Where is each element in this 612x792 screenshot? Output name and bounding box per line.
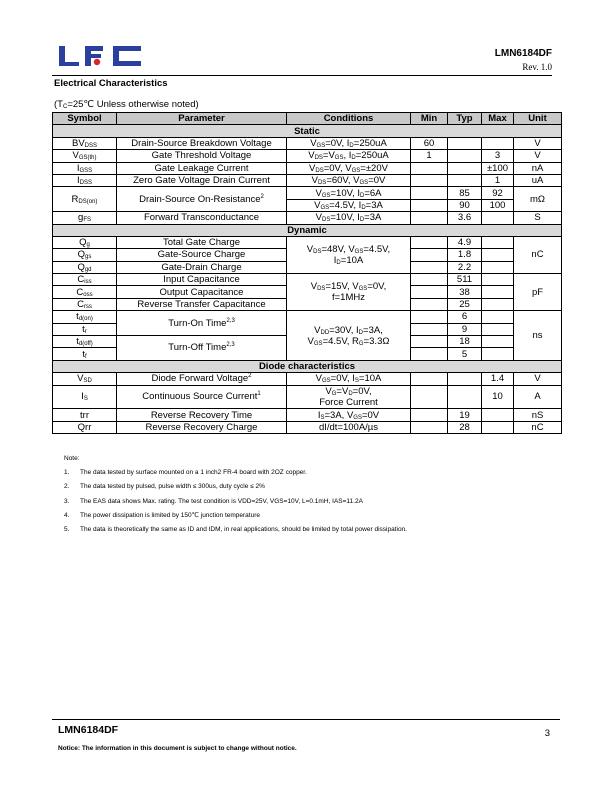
electrical-characteristics-table [52, 112, 562, 434]
parameter-cell: Turn-On Time$^{2,3}$ [117, 311, 287, 336]
unit-cell: A [514, 385, 562, 409]
min-cell [411, 336, 448, 348]
max-cell [482, 298, 514, 310]
typ-cell: 90 [448, 199, 482, 211]
conditions-cell: $V_{DS}=10V$, $I_D=3A$ [287, 212, 411, 224]
max-cell [482, 236, 514, 248]
max-cell: 1.4 [482, 373, 514, 385]
typ-cell: 25 [448, 298, 482, 310]
max-cell: ±100 [482, 162, 514, 174]
table-row [53, 150, 562, 162]
table-row [53, 137, 562, 149]
symbol-cell: $V_{SD}$ [53, 373, 117, 385]
max-cell [482, 421, 514, 433]
conditions-cell: $V_{DS}=15V$, $V_{GS}=0V$, f=1MHz [287, 274, 411, 311]
typ-cell: 18 [448, 336, 482, 348]
symbol-cell: $t_{d(on)}$ [53, 311, 117, 323]
section-title: Electrical Characteristics [54, 78, 168, 89]
table-row [53, 421, 562, 433]
typ-cell: 19 [448, 409, 482, 421]
condition-note: ($T_C=25℃$ Unless otherwise noted) [54, 99, 199, 110]
max-cell [482, 323, 514, 335]
max-cell: 3 [482, 150, 514, 162]
table-row [53, 373, 562, 385]
table-row [53, 311, 562, 323]
table-row [53, 212, 562, 224]
parameter-cell: Zero Gate Voltage Drain Current [117, 174, 287, 186]
symbol-cell: $C_{oss}$ [53, 286, 117, 298]
parameter-cell: Input Capacitance [117, 274, 287, 286]
max-cell: 92 [482, 187, 514, 199]
max-cell [482, 348, 514, 360]
symbol-cell: $g_{FS}$ [53, 212, 117, 224]
section-dynamic: Dynamic [53, 224, 562, 236]
symbol-cell: $V_{GS(th)}$ [53, 150, 117, 162]
symbol-cell: $BV_{DSS}$ [53, 137, 117, 149]
symbol-cell: $I_S$ [53, 385, 117, 409]
typ-cell: 9 [448, 323, 482, 335]
unit-cell: nC [514, 421, 562, 433]
unit-cell: V [514, 150, 562, 162]
symbol-cell: $Q_g$ [53, 236, 117, 248]
notes-block [64, 452, 407, 537]
table-row [53, 409, 562, 421]
header-divider [52, 75, 552, 76]
note-item: 4. The power dissipation is limited by 150℃ junction temperature [64, 511, 261, 519]
symbol-cell: Qrr [53, 421, 117, 433]
revision-label: Rev. 1.0 [522, 62, 552, 72]
max-cell [482, 409, 514, 421]
conditions-cell: $V_{DS}=48V$, $V_{GS}=4.5V$, $I_D=10A$ [287, 236, 411, 273]
typ-cell [448, 162, 482, 174]
table-row [53, 162, 562, 174]
parameter-cell: Reverse Recovery Time [117, 409, 287, 421]
column-header: Typ [448, 113, 482, 125]
typ-cell: 4.9 [448, 236, 482, 248]
unit-cell: V [514, 137, 562, 149]
max-cell [482, 274, 514, 286]
min-cell [411, 187, 448, 199]
unit-cell: mΩ [514, 187, 562, 212]
column-header: Max [482, 113, 514, 125]
max-cell: 10 [482, 385, 514, 409]
conditions-cell: $I_S=3A$, $V_{GS}=0V$ [287, 409, 411, 421]
unit-cell: S [514, 212, 562, 224]
table-row [53, 187, 562, 199]
min-cell: 1 [411, 150, 448, 162]
parameter-cell: Continuous Source Current$^1$ [117, 385, 287, 409]
unit-cell: ns [514, 311, 562, 361]
typ-cell: 511 [448, 274, 482, 286]
min-cell [411, 298, 448, 310]
note-item: 3. The EAS data shows Max. rating. The test condition is VDD=25V, VGS=10V, L=0.1mH, IAS=11.2A [64, 497, 363, 505]
max-cell: 1 [482, 174, 514, 186]
note-item: 5. The data is theoretically the same as ID and IDM, in real applications, should be limited by total power dissipation. [64, 526, 407, 534]
table-row [53, 385, 562, 409]
unit-cell: nC [514, 236, 562, 273]
parameter-cell: Forward Transconductance [117, 212, 287, 224]
min-cell [411, 199, 448, 211]
table-row [53, 274, 562, 286]
section-diode: Diode characteristics [53, 360, 562, 372]
conditions-cell: $V_{DS}=0V$, $V_{GS}=\pm 20V$ [287, 162, 411, 174]
min-cell: 60 [411, 137, 448, 149]
symbol-cell: $Q_{gs}$ [53, 249, 117, 261]
min-cell [411, 162, 448, 174]
section-static: Static [53, 125, 562, 137]
typ-cell [448, 174, 482, 186]
unit-cell: pF [514, 274, 562, 311]
conditions-cell: dI/dt=100A/µs [287, 421, 411, 433]
symbol-cell: $t_{d(off)}$ [53, 336, 117, 348]
max-cell [482, 212, 514, 224]
symbol-cell: $C_{rss}$ [53, 298, 117, 310]
table-header-row [53, 113, 562, 125]
max-cell: 100 [482, 199, 514, 211]
symbol-cell: $I_{GSS}$ [53, 162, 117, 174]
header-part-number: LMN6184DF [494, 48, 552, 59]
footer-part-number: LMN6184DF [58, 724, 119, 736]
parameter-cell: Drain-Source On-Resistance$^2$ [117, 187, 287, 212]
parameter-cell: Drain-Source Breakdown Voltage [117, 137, 287, 149]
parameter-cell: Diode Forward Voltage$^2$ [117, 373, 287, 385]
typ-cell: 6 [448, 311, 482, 323]
column-header: Unit [514, 113, 562, 125]
parameter-cell: Gate Leakage Current [117, 162, 287, 174]
note-item: 2. The data tested by pulsed, pulse width ≤ 300us, duty cycle ≤ 2% [64, 483, 265, 491]
symbol-cell: $C_{iss}$ [53, 274, 117, 286]
max-cell [482, 286, 514, 298]
typ-cell [448, 385, 482, 409]
parameter-cell: Gate-Drain Charge [117, 261, 287, 273]
conditions-cell: $V_{GS}=0V$, $I_D=250uA$ [287, 137, 411, 149]
symbol-cell: $I_{DSS}$ [53, 174, 117, 186]
conditions-cell: $V_{GS}=4.5V$, $I_D=3A$ [287, 199, 411, 211]
conditions-cell: $V_{GS}=0V$, $I_S=10A$ [287, 373, 411, 385]
symbol-cell: trr [53, 409, 117, 421]
table-row [53, 174, 562, 186]
company-logo [57, 44, 143, 68]
symbol-cell: $t_f$ [53, 348, 117, 360]
footer-notice: Notice: The information in this document is subject to change without notice. [58, 745, 297, 752]
conditions-cell: $V_{DS}=V_{GS}$, $I_D=250uA$ [287, 150, 411, 162]
typ-cell: 38 [448, 286, 482, 298]
parameter-cell: Reverse Recovery Charge [117, 421, 287, 433]
typ-cell: 5 [448, 348, 482, 360]
unit-cell: V [514, 373, 562, 385]
max-cell [482, 311, 514, 323]
min-cell [411, 348, 448, 360]
typ-cell: 3.6 [448, 212, 482, 224]
unit-cell: nS [514, 409, 562, 421]
min-cell [411, 236, 448, 248]
column-header: Min [411, 113, 448, 125]
column-header: Parameter [117, 113, 287, 125]
unit-cell: nA [514, 162, 562, 174]
conditions-cell: $V_G=V_D=0V$, Force Current [287, 385, 411, 409]
min-cell [411, 385, 448, 409]
max-cell [482, 336, 514, 348]
typ-cell: 2.2 [448, 261, 482, 273]
parameter-cell: Total Gate Charge [117, 236, 287, 248]
parameter-cell: Reverse Transfer Capacitance [117, 298, 287, 310]
unit-cell: uA [514, 174, 562, 186]
conditions-cell: $V_{GS}=10V$, $I_D=6A$ [287, 187, 411, 199]
typ-cell: 1.8 [448, 249, 482, 261]
min-cell [411, 323, 448, 335]
min-cell [411, 373, 448, 385]
max-cell [482, 137, 514, 149]
conditions-cell: $V_{DD}=30V$, $I_D=3A$, $V_{GS}=4.5V$, $R_G=3.3\Omega$ [287, 311, 411, 361]
symbol-cell: $Q_{gd}$ [53, 261, 117, 273]
max-cell [482, 261, 514, 273]
max-cell [482, 249, 514, 261]
page-number: 3 [544, 728, 550, 739]
min-cell [411, 274, 448, 286]
note-item: 1. The data tested by surface mounted on a 1 inch2 FR-4 board with 2OZ copper. [64, 469, 307, 477]
min-cell [411, 421, 448, 433]
typ-cell: 85 [448, 187, 482, 199]
typ-cell [448, 373, 482, 385]
min-cell [411, 311, 448, 323]
min-cell [411, 249, 448, 261]
min-cell [411, 174, 448, 186]
min-cell [411, 212, 448, 224]
min-cell [411, 409, 448, 421]
parameter-cell: Turn-Off Time$^{2,3}$ [117, 336, 287, 361]
symbol-cell: $t_r$ [53, 323, 117, 335]
parameter-cell: Gate-Source Charge [117, 249, 287, 261]
parameter-cell: Output Capacitance [117, 286, 287, 298]
typ-cell [448, 137, 482, 149]
typ-cell [448, 150, 482, 162]
symbol-cell: $R_{DS(on)}$ [53, 187, 117, 212]
conditions-cell: $V_{DS}=60V$, $V_{GS}=0V$ [287, 174, 411, 186]
min-cell [411, 261, 448, 273]
parameter-cell: Gate Threshold Voltage [117, 150, 287, 162]
footer-divider [52, 719, 560, 720]
column-header: Symbol [53, 113, 117, 125]
notes-label: Note: [64, 455, 80, 462]
typ-cell: 28 [448, 421, 482, 433]
column-header: Conditions [287, 113, 411, 125]
min-cell [411, 286, 448, 298]
table-row [53, 236, 562, 248]
